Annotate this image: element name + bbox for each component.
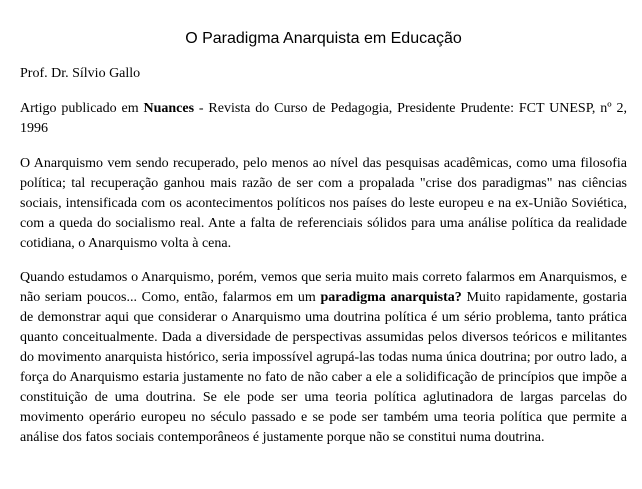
- paragraph-1: O Anarquismo vem sendo recuperado, pelo menos ao nível das pesquisas acadêmicas, como uma filosofia política; tal recuperação ganhou mais razão de ser com a propalada "crise dos paradigmas" nas ciências sociais, intensificada com os acontecimentos políticos nos países do leste europeu e na ex-União Soviética, com a queda do socialismo real. Ante a falta de referenciais sólidos para uma análise política da realidade cotidiana, o Anarquismo volta à cena.: [20, 156, 627, 251]
- citation-suffix: - Revista do Curso de Pedagogia, Presidente Prudente: FCT UNESP, nº 2, 1996: [20, 101, 627, 136]
- citation-prefix: Artigo publicado em: [20, 101, 144, 116]
- paragraph-2-emphasis: paradigma anarquista?: [320, 290, 462, 305]
- document-page: [20, 0, 627, 448]
- paragraph-2-end: Muito rapidamente, gostaria de demonstrar aqui que considerar o Anarquismo uma doutrina política é um sério problema, tanto prática quanto conceitualmente. Dada a diversidade de perspectivas assumidas pelos diversos teóricos e militantes do movimento anarquista histórico, seria impossível agrupá-las todas numa única doutrina; por outro lado, a força do Anarquismo estaria justamente no fato de não caber a ele a solidificação de princípios que impõe a constituição de uma doutrina. Se ele pode ser uma teoria política aglutinadora de largas parcelas do movimento operário europeu no século passado e se pode ser também uma teoria política que permite a análise dos fatos sociais contemporâneos é justamente porque não se constitui numa doutrina.: [20, 290, 627, 445]
- author-line: Prof. Dr. Sílvio Gallo: [20, 66, 141, 81]
- document-title: O Paradigma Anarquista em Educação: [185, 30, 462, 47]
- paragraph-2-start: Quando estudamos o Anarquismo, porém, vemos que seria muito mais correto falarmos em Anarquismos, e não seriam poucos... Como, então, falarmos em um: [20, 270, 627, 305]
- paragraph-2: [20, 268, 627, 448]
- journal-name: Nuances: [143, 101, 195, 116]
- citation-line: [20, 99, 627, 139]
